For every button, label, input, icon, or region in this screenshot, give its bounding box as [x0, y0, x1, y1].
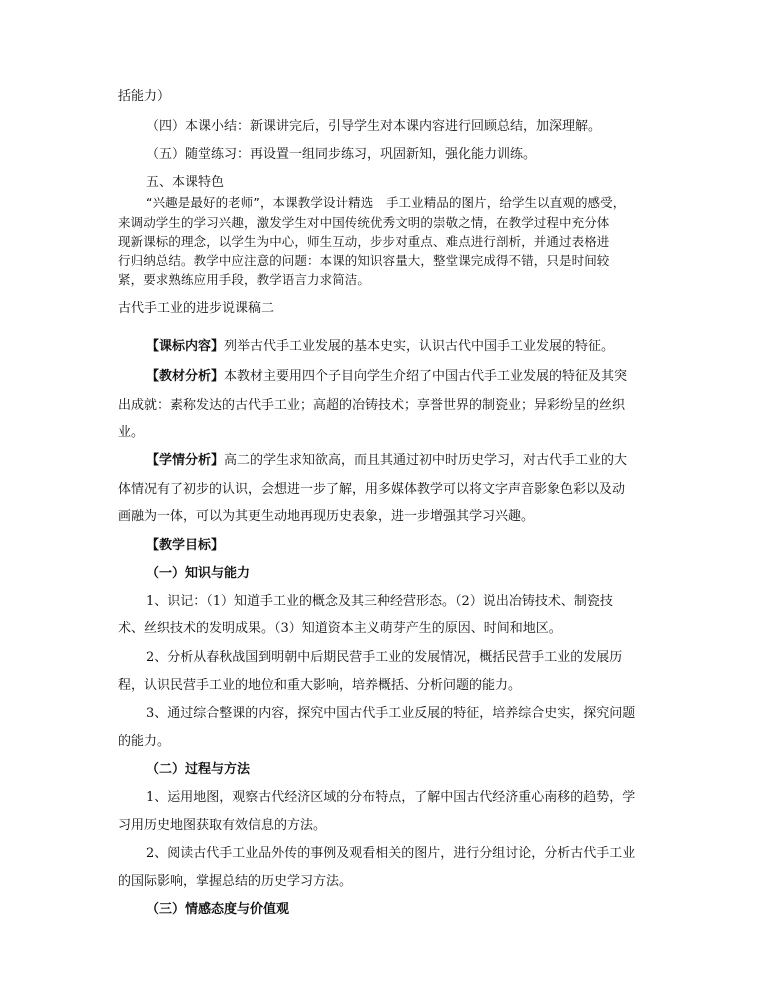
text-line: 程，认识民营手工业的地位和重大影响，培养概括、分析问题的能力。	[118, 678, 522, 693]
text-line: 2、分析从春秋战国到明朝中后期民营手工业的发展情况，概括民营手工业的发展历	[146, 650, 623, 665]
text-line: 的能力。	[118, 734, 171, 749]
text-line: 画融为一体，可以为其更生动地再现历史表象，进一步增强其学习兴趣。	[118, 509, 535, 524]
paragraph-student-analysis	[146, 452, 627, 470]
text-line: 现新课标的理念，以学生为中心，师生互动，步步对重点、难点进行剖析，并通过表格进	[118, 234, 610, 249]
label-student-analysis: 【学情分析】	[146, 453, 225, 468]
text-line: 1、运用地图，观察古代经济区域的分布特点，了解中国古代经济重心南移的趋势，学	[146, 790, 636, 805]
heading-knowledge-ability: （一）知识与能力	[146, 566, 251, 581]
text-line: 业。	[118, 425, 145, 440]
text-line: 出成就：素称发达的古代手工业；高超的冶铸技术；享誉世界的制瓷业；异彩纷呈的丝织	[118, 398, 626, 413]
text-line: （四）本课小结：新课讲完后，引导学生对本课内容进行回顾总结，加深理解。	[146, 119, 602, 134]
text-line: 行归纳总结。教学中应注意的问题：本课的知识容量大，整堂课完成得不错，只是时间较	[118, 253, 610, 268]
text-line: 习用历史地图获取有效信息的方法。	[118, 818, 327, 833]
text-line: 术、丝织技术的发明成果。（3）知道资本主义萌芽产生的原因、时间和地区。	[118, 621, 562, 636]
label-textbook-analysis: 【教材分析】	[146, 369, 225, 384]
section-heading: 五、本课特色	[146, 175, 225, 190]
document-subtitle: 古代手工业的进步说课稿二	[118, 301, 275, 316]
text-student-analysis: 高二的学生求知欲高，而且其通过初中时历史学习，对古代手工业的大	[224, 453, 628, 468]
heading-process-method: （二）过程与方法	[146, 762, 251, 777]
label-course-standard: 【课标内容】	[146, 339, 225, 354]
text-course-standard: 列举古代手工业发展的基本史实，认识古代中国手工业发展的特征。	[224, 339, 615, 354]
text-line: 3、通过综合整课的内容，探究中国古代手工业反展的特征，培养综合史实，探究问题	[146, 706, 636, 721]
paragraph-textbook-analysis	[146, 368, 627, 386]
text-line: 1、识记：（1）知道手工业的概念及其三种经营形态。（2）说出冶铸技术、制瓷技	[146, 594, 613, 609]
text-line: 紧，要求熟练应用手段，教学语言力求简洁。	[118, 272, 371, 287]
text-line: 来调动学生的学习兴趣，激发学生对中国传统优秀文明的崇敬之情，在教学过程中充分体	[118, 215, 610, 230]
paragraph-course-standard	[146, 338, 614, 356]
text-textbook-analysis: 本教材主要用四个子目向学生介绍了中国古代手工业发展的特征及其突	[224, 369, 628, 384]
heading-emotion-values: （三）情感态度与价值观	[146, 902, 290, 917]
heading-teaching-goals: 【教学目标】	[146, 538, 225, 553]
text-line: 体情况有了初步的认识，会想进一步了解，用多媒体教学可以将文字声音影象色彩以及动	[118, 482, 626, 497]
text-line: 括能力）	[118, 89, 171, 104]
text-line: 的国际影响，掌握总结的历史学习方法。	[118, 874, 353, 889]
text-line: （五）随堂练习：再设置一组同步练习，巩固新知，强化能力训练。	[146, 147, 537, 162]
text-line: 2、阅读古代手工业品外传的事例及观看相关的图片，进行分组讨论，分析古代手工业	[146, 846, 636, 861]
text-line: “兴趣是最好的老师”，本课教学设计精选 手工业精品的图片，给学生以直观的感受，	[146, 195, 626, 210]
